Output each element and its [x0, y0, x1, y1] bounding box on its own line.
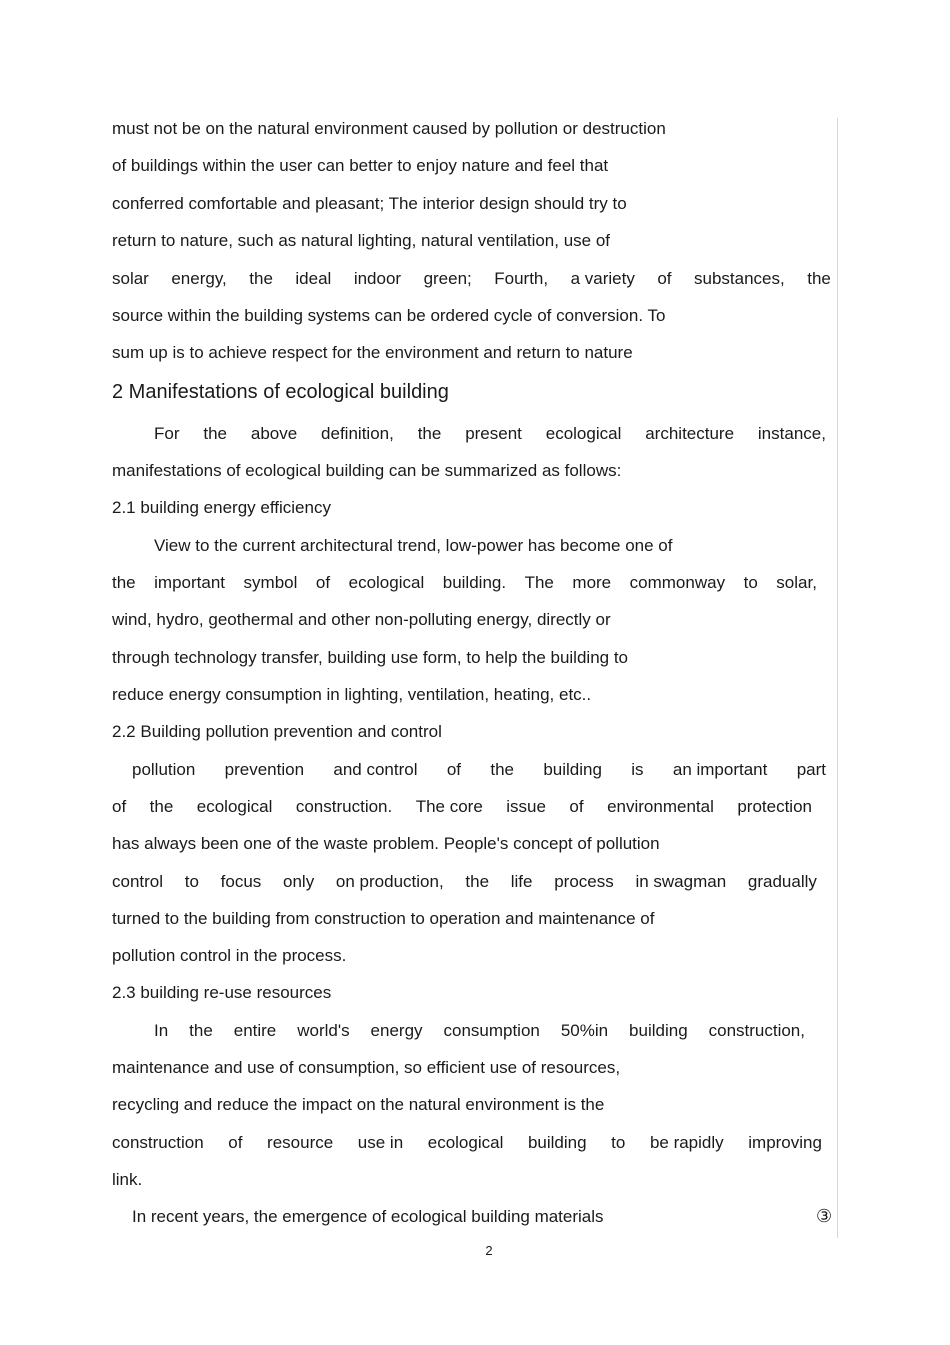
word: For	[154, 424, 180, 443]
word: important	[154, 573, 226, 592]
word: is	[631, 760, 644, 779]
word: to	[184, 872, 199, 891]
body-text-line: sum up is to achieve respect for the environment and return to nature	[112, 343, 633, 362]
word: 50%in	[560, 1021, 609, 1040]
word: environmental	[607, 797, 714, 816]
word: ecological	[545, 424, 622, 443]
word: In	[154, 1021, 169, 1040]
body-text-line: turned to the building from construction to operation and maintenance of	[112, 909, 655, 928]
word: Fourth,	[494, 269, 549, 288]
body-text-line-justified	[154, 423, 826, 445]
word: prevention	[224, 760, 305, 779]
body-text-line-justified	[132, 759, 826, 781]
word: ecological	[196, 797, 273, 816]
word: indoor	[353, 269, 402, 288]
body-text-line: pollution control in the process.	[112, 946, 347, 965]
body-text-line: source within the building systems can be ordered cycle of conversion. To	[112, 306, 666, 325]
body-text-line-justified	[112, 572, 817, 594]
word: The	[524, 573, 554, 592]
word: solar	[112, 269, 149, 288]
word: building	[629, 1021, 688, 1040]
body-text-line: manifestations of ecological building can be summarized as follows:	[112, 461, 622, 480]
body-text-line: maintenance and use of consumption, so efficient use of resources,	[112, 1058, 621, 1077]
word: to	[743, 573, 758, 592]
body-text-line: must not be on the natural environment caused by pollution or destruction	[112, 119, 666, 138]
word: on production,	[335, 872, 444, 891]
body-text-line: link.	[112, 1170, 143, 1189]
body-text-line-justified	[112, 268, 831, 290]
word: the	[189, 1021, 213, 1040]
body-text-line: In recent years, the emergence of ecological building materials	[132, 1207, 604, 1226]
body-text-line-justified	[112, 796, 812, 818]
word: present	[465, 424, 522, 443]
word: the	[149, 797, 174, 816]
word: of	[112, 797, 127, 816]
word: control	[112, 872, 164, 891]
word: world's	[297, 1021, 350, 1040]
word: of	[315, 573, 331, 592]
page-number: 2	[485, 1243, 493, 1258]
word: the	[490, 760, 514, 779]
body-text-line: conferred comfortable and pleasant; The interior design should try to	[112, 194, 627, 213]
section-heading: 2 Manifestations of ecological building	[112, 381, 449, 403]
word: construction,	[708, 1021, 805, 1040]
body-text-line-justified	[112, 871, 817, 893]
body-text-line: View to the current architectural trend, low-power has become one of	[154, 536, 673, 555]
word: and control	[333, 760, 418, 779]
word: the	[112, 573, 136, 592]
word: life	[510, 872, 533, 891]
word: use in	[357, 1133, 404, 1152]
word: only	[283, 872, 315, 891]
body-text-line: through technology transfer, building use form, to help the building to	[112, 648, 629, 667]
subsection-heading: 2.3 building re-use resources	[112, 983, 332, 1002]
word: building	[527, 1133, 587, 1152]
word: issue	[506, 797, 546, 816]
word: part	[796, 760, 826, 779]
word: energy,	[171, 269, 227, 288]
word: The core	[415, 797, 483, 816]
word: to	[611, 1133, 626, 1152]
word: improving	[748, 1133, 822, 1152]
word: substances,	[694, 269, 785, 288]
word: entire	[233, 1021, 277, 1040]
word: the	[417, 424, 442, 443]
word: architecture	[645, 424, 735, 443]
word: ideal	[295, 269, 332, 288]
word: instance,	[757, 424, 826, 443]
word: of	[569, 797, 584, 816]
word: be rapidly	[649, 1133, 724, 1152]
word: gradually	[747, 872, 817, 891]
word: symbol	[243, 573, 298, 592]
subsection-heading: 2.2 Building pollution prevention and control	[112, 722, 442, 741]
word: of	[228, 1133, 243, 1152]
word: energy	[370, 1021, 423, 1040]
word: construction	[112, 1133, 204, 1152]
word: of	[657, 269, 672, 288]
word: ecological	[427, 1133, 504, 1152]
word: the	[203, 424, 227, 443]
subsection-heading: 2.1 building energy efficiency	[112, 498, 331, 517]
word: pollution	[132, 760, 196, 779]
body-text-line: has always been one of the waste problem. People's concept of pollution	[112, 834, 660, 853]
word: consumption	[443, 1021, 540, 1040]
word: green;	[423, 269, 472, 288]
word: commonway	[629, 573, 726, 592]
word: the	[807, 269, 831, 288]
word: focus	[220, 872, 262, 891]
margin-rule	[837, 118, 838, 1238]
body-text-line: recycling and reduce the impact on the natural environment is the	[112, 1095, 605, 1114]
word: process	[554, 872, 614, 891]
word: definition,	[321, 424, 394, 443]
word: a variety	[570, 269, 635, 288]
body-text-line: return to nature, such as natural lighting, natural ventilation, use of	[112, 231, 611, 250]
word: protection	[737, 797, 812, 816]
word: of	[446, 760, 462, 779]
word: ecological	[348, 573, 425, 592]
word: resource	[267, 1133, 334, 1152]
word: construction.	[295, 797, 393, 816]
word: the	[465, 872, 490, 891]
body-text-line: wind, hydro, geothermal and other non-polluting energy, directly or	[112, 610, 611, 629]
word: in swagman	[635, 872, 727, 891]
word: the	[249, 269, 273, 288]
word: above	[250, 424, 298, 443]
footnote-marker: ③	[816, 1206, 833, 1227]
word: building.	[442, 573, 507, 592]
body-text-line-justified	[112, 1132, 822, 1154]
body-text-line: of buildings within the user can better to enjoy nature and feel that	[112, 156, 609, 175]
word: building	[543, 760, 602, 779]
word: solar,	[776, 573, 817, 592]
body-text-line: reduce energy consumption in lighting, ventilation, heating, etc..	[112, 685, 592, 704]
word: more	[572, 573, 612, 592]
word: an important	[672, 760, 768, 779]
body-text-line-justified	[154, 1020, 805, 1042]
